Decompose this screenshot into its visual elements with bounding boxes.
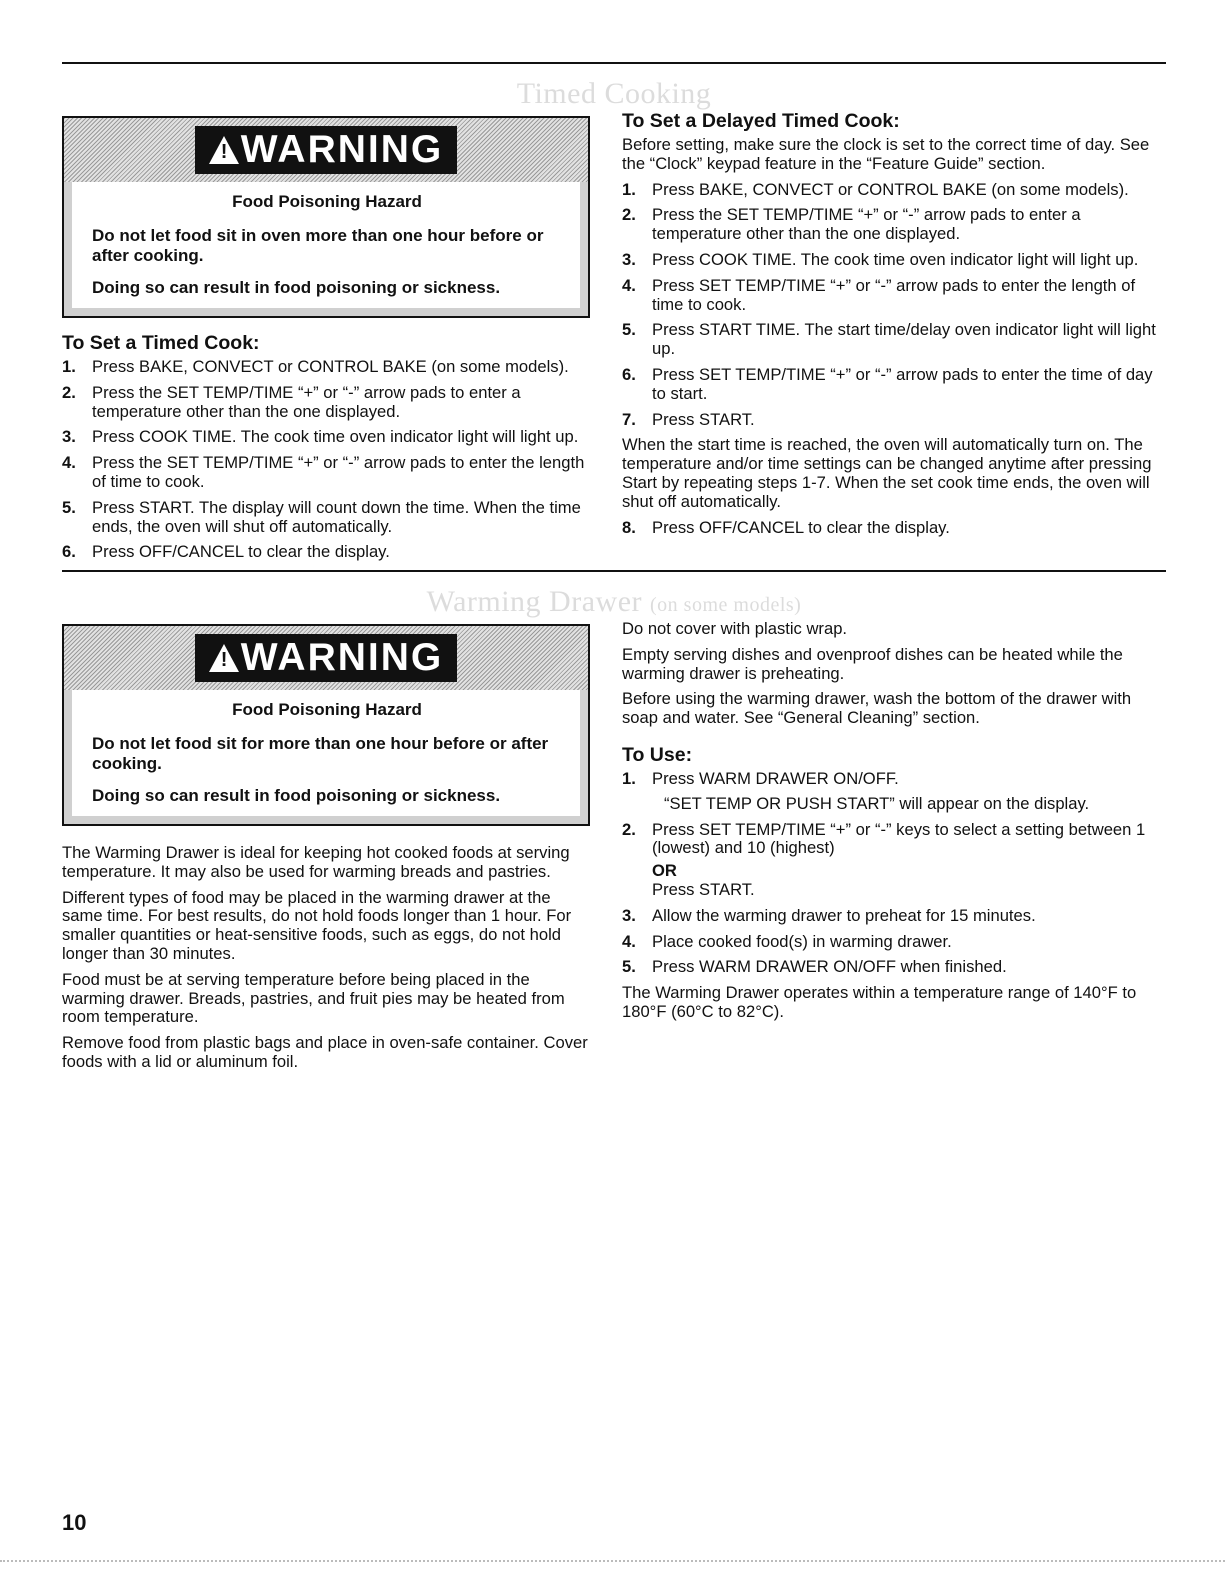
warning-triangle-icon: ! xyxy=(209,644,239,672)
warning-title-text: WARNING xyxy=(240,636,444,679)
to-use-steps xyxy=(622,770,1158,977)
step-text: Press WARM DRAWER ON/OFF when finished. xyxy=(652,957,1007,977)
warning-body xyxy=(64,690,588,824)
list-item: 1. Press BAKE, CONVECT or CONTROL BAKE (on some models). xyxy=(62,357,569,376)
warming-paragraph: Before using the warming drawer, wash the bottom of the drawer with soap and water. See “General Cleaning” section. xyxy=(622,689,1132,728)
list-item: 8. Press OFF/CANCEL to clear the display. xyxy=(622,517,950,537)
step-text: Press START. xyxy=(652,409,755,429)
warming-paragraph: Empty serving dishes and ovenproof dishes can be heated while the warming drawer is preheating. xyxy=(622,644,1123,683)
step-text: Press START TIME. The start time/delay oven indicator light will light up. xyxy=(652,320,1156,359)
list-item: 2. Press the SET TEMP/TIME “+” or “-” arrow pads to enter a temperature other than the one displayed. xyxy=(62,382,521,421)
warning-line: Doing so can result in food poisoning or sickness. xyxy=(92,278,501,297)
list-item: 3. Press COOK TIME. The cook time oven indicator light will light up. xyxy=(62,427,579,447)
list-item: 4. Press the SET TEMP/TIME “+” or “-” arrow pads to enter the length of time to cook. xyxy=(62,453,585,491)
warning-box-timed xyxy=(62,116,590,318)
step-text: Press the SET TEMP/TIME “+” or “-” arrow pads to enter the length of time to cook. xyxy=(92,453,585,491)
warming-left-column xyxy=(62,624,590,1079)
delayed-cook-after: When the start time is reached, the oven will automatically turn on. The temperature and/or time settings can be changed anytime after pressing Start by repeating steps 1-7. When the set cook time ends, the oven will shut off automatically. xyxy=(622,435,1152,511)
step-text: Press START. The display will count down the time. When the time ends, the oven will shut off automatically. xyxy=(92,497,581,536)
step-text: Press OFF/CANCEL to clear the display. xyxy=(92,542,390,562)
step-text: Press SET TEMP/TIME “+” or “-” arrow pads to enter the time of day to start. xyxy=(652,364,1153,403)
step-text: Press OFF/CANCEL to clear the display. xyxy=(652,517,950,537)
section-title-warming-drawer xyxy=(62,584,1166,623)
warming-drawer-subtitle: (on some models) xyxy=(650,594,802,616)
step-text: Allow the warming drawer to preheat for 15 minutes. xyxy=(652,905,1036,925)
warning-header xyxy=(64,118,588,182)
to-use-heading: To Use: xyxy=(622,743,693,766)
step-text: Press the SET TEMP/TIME “+” or “-” arrow pads to enter a temperature other than the one displayed. xyxy=(92,382,521,421)
delayed-cook-heading: To Set a Delayed Timed Cook: xyxy=(622,110,900,132)
warning-title-text: WARNING xyxy=(240,128,444,171)
warming-paragraph: The Warming Drawer is ideal for keeping hot cooked foods at serving temperature. It may also be used for warming breads and pastries. xyxy=(62,843,570,881)
list-item: 3. Press COOK TIME. The cook time oven indicator light will light up. xyxy=(622,249,1139,269)
warning-title-badge xyxy=(195,126,458,174)
list-item: 7. Press START. xyxy=(622,409,755,429)
list-item: 2. Press SET TEMP/TIME “+” or “-” keys to select a setting between 1 (lowest) and 10 (highest) OR Press START. xyxy=(622,821,1158,900)
warning-body xyxy=(64,182,588,316)
top-rule xyxy=(62,62,1166,64)
warning-hazard: Food Poisoning Hazard xyxy=(232,700,422,719)
warning-hazard: Food Poisoning Hazard xyxy=(232,192,422,211)
section-title-timed-cooking xyxy=(62,76,1166,112)
step-note: “SET TEMP OR PUSH START” will appear on the display. xyxy=(664,793,1090,813)
page-number: 10 xyxy=(62,1510,87,1535)
or-label: OR xyxy=(652,861,677,881)
step-text: Press SET TEMP/TIME “+” or “-” keys to select a setting between 1 (lowest) and 10 (highest) xyxy=(652,819,1146,858)
step-text: Press WARM DRAWER ON/OFF. xyxy=(652,768,899,788)
step-text: Press BAKE, CONVECT or CONTROL BAKE (on some models). xyxy=(92,357,569,376)
list-item: 4. Place cooked food(s) in warming drawer. xyxy=(622,931,952,951)
bottom-border xyxy=(0,1560,1225,1562)
list-item: 6. Press SET TEMP/TIME “+” or “-” arrow pads to enter the time of day to start. xyxy=(622,364,1153,403)
list-item: 6. Press OFF/CANCEL to clear the display. xyxy=(62,542,390,562)
list-item: 1. Press BAKE, CONVECT or CONTROL BAKE (on some models). xyxy=(622,179,1129,199)
list-item: 1. Press WARM DRAWER ON/OFF. “SET TEMP OR PUSH START” will appear on the display. xyxy=(622,770,1158,814)
warming-paragraph: Food must be at serving temperature before being placed in the warming drawer. Breads, pastries, and fruit pies may be heated from room temperature. xyxy=(62,969,565,1027)
warning-line: Do not let food sit in oven more than one hour before or after cooking. xyxy=(92,226,544,265)
timed-right-column xyxy=(622,110,1158,544)
warming-closing: The Warming Drawer operates within a temperature range of 140°F to 180°F (60°C to 82°C). xyxy=(622,983,1137,1021)
warming-paragraph: Different types of food may be placed in the warming drawer at the same time. For best results, do not hold foods longer than 1 hour. For smaller quantities or heat-sensitive foods, such as eggs, do not hold longer than 30 minutes. xyxy=(62,887,572,963)
middle-rule xyxy=(62,570,1166,572)
timed-cook-steps xyxy=(62,358,590,562)
warming-paragraph: Do not cover with plastic wrap. xyxy=(622,619,848,638)
list-item: 5. Press WARM DRAWER ON/OFF when finished. xyxy=(622,957,1007,977)
list-item: 4. Press SET TEMP/TIME “+” or “-” arrow pads to enter the length of time to cook. xyxy=(622,275,1136,314)
delayed-cook-steps xyxy=(622,181,1158,430)
warming-paragraph: Remove food from plastic bags and place in oven-safe container. Cover foods with a lid or aluminum foil. xyxy=(62,1033,588,1071)
step-alt: Press START. xyxy=(652,879,755,899)
delayed-cook-intro: Before setting, make sure the clock is set to the correct time of day. See the “Clock” keypad feature in the “Feature Guide” section. xyxy=(622,135,1150,173)
list-item: 2. Press the SET TEMP/TIME “+” or “-” arrow pads to enter a temperature other than the one displayed. xyxy=(622,205,1081,244)
timed-left-column xyxy=(62,116,590,569)
step-text: Press COOK TIME. The cook time oven indicator light will light up. xyxy=(92,427,579,447)
step-text: Place cooked food(s) in warming drawer. xyxy=(652,931,952,951)
warming-right-column xyxy=(622,620,1158,1029)
list-item: 3. Allow the warming drawer to preheat for 15 minutes. xyxy=(622,905,1036,925)
timed-cook-heading: To Set a Timed Cook: xyxy=(62,332,260,354)
step-text: Press the SET TEMP/TIME “+” or “-” arrow pads to enter a temperature other than the one displayed. xyxy=(652,205,1081,244)
step-text: Press COOK TIME. The cook time oven indicator light will light up. xyxy=(652,249,1139,269)
delayed-cook-final xyxy=(622,519,1158,538)
warning-title-badge xyxy=(195,634,458,682)
step-text: Press SET TEMP/TIME “+” or “-” arrow pads to enter the length of time to cook. xyxy=(652,275,1136,314)
warning-line: Do not let food sit for more than one hour before or after cooking. xyxy=(92,734,549,773)
warning-box-warming xyxy=(62,624,590,826)
warning-triangle-icon: ! xyxy=(209,136,239,164)
timed-cooking-title: Timed Cooking xyxy=(516,77,712,110)
warning-line: Doing so can result in food poisoning or sickness. xyxy=(92,786,501,805)
list-item: 5. Press START TIME. The start time/delay oven indicator light will light up. xyxy=(622,320,1156,359)
warming-drawer-title: Warming Drawer xyxy=(426,585,643,618)
warning-header xyxy=(64,626,588,690)
step-text: Press BAKE, CONVECT or CONTROL BAKE (on some models). xyxy=(652,179,1129,199)
list-item: 5. Press START. The display will count down the time. When the time ends, the oven will shut off automatically. xyxy=(62,497,581,536)
